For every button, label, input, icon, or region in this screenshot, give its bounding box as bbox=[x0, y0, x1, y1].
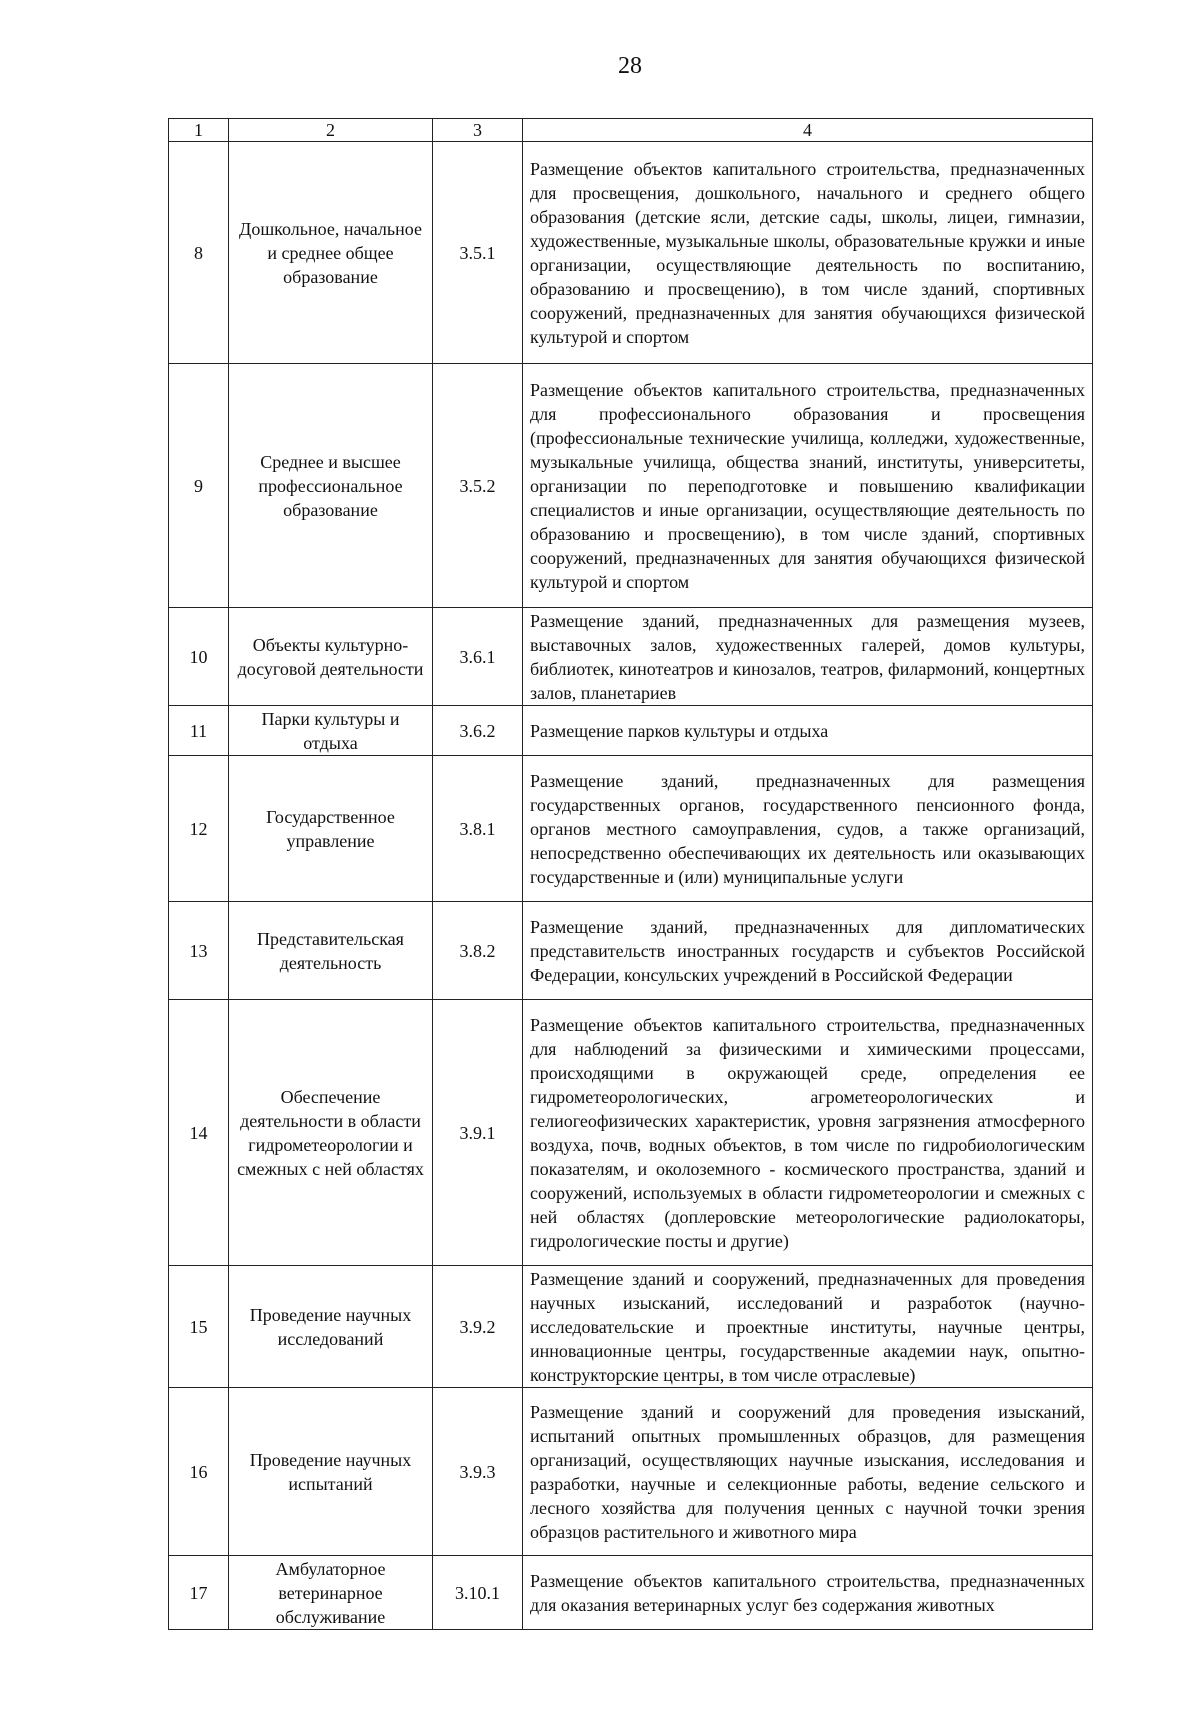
row-number: 15 bbox=[169, 1266, 229, 1388]
table-row bbox=[169, 902, 1093, 1000]
column-header: 2 bbox=[229, 119, 433, 142]
use-type-description: Размещение зданий и сооружений для проведения изысканий, испытаний опытных промышленных образцов, для размещения организаций, осуществляющих научные изыскания, исследования и разработки, научные и селекционные работы, ведение сельского и лесного хозяйства для получения ценных с научной точки зрения образцов растительного и животного мира bbox=[523, 1388, 1093, 1556]
column-header: 3 bbox=[433, 119, 523, 142]
column-header: 4 bbox=[523, 119, 1093, 142]
row-number: 14 bbox=[169, 1000, 229, 1266]
use-type-code: 3.8.2 bbox=[433, 902, 523, 1000]
table-header-row bbox=[169, 119, 1093, 142]
use-type-code: 3.5.1 bbox=[433, 142, 523, 364]
use-type-name: Амбулаторное ветеринарное обслуживание bbox=[229, 1556, 433, 1630]
use-type-name: Государственное управление bbox=[229, 756, 433, 902]
row-number: 12 bbox=[169, 756, 229, 902]
use-type-name: Проведение научных исследований bbox=[229, 1266, 433, 1388]
row-number: 17 bbox=[169, 1556, 229, 1630]
table-row bbox=[169, 1556, 1093, 1630]
use-type-description: Размещение объектов капитального строительства, предназначенных для профессионального образования и просвещения (профессиональные технические училища, колледжи, художественные, музыкальные училища, общества знаний, институты, университеты, организации по переподготовке и повышению квалификации специалистов и иные организации, осуществляющие деятельность по образованию и просвещению), в том числе зданий, спортивных сооружений, предназначенных для занятия обучающихся физической культурой и спортом bbox=[523, 364, 1093, 608]
row-number: 9 bbox=[169, 364, 229, 608]
use-type-description: Размещение объектов капитального строительства, предназначенных для оказания ветеринарных услуг без содержания животных bbox=[523, 1556, 1093, 1630]
column-header: 1 bbox=[169, 119, 229, 142]
use-type-name: Парки культуры и отдыха bbox=[229, 706, 433, 756]
use-type-code: 3.5.2 bbox=[433, 364, 523, 608]
table-row bbox=[169, 706, 1093, 756]
land-use-table bbox=[168, 118, 1093, 1630]
use-type-name: Объекты культурно-досуговой деятельности bbox=[229, 608, 433, 706]
use-type-name: Дошкольное, начальное и среднее общее образование bbox=[229, 142, 433, 364]
table-row bbox=[169, 608, 1093, 706]
row-number: 16 bbox=[169, 1388, 229, 1556]
use-type-description: Размещение парков культуры и отдыха bbox=[523, 706, 1093, 756]
use-type-code: 3.10.1 bbox=[433, 1556, 523, 1630]
use-type-name: Среднее и высшее профессиональное образование bbox=[229, 364, 433, 608]
use-type-name: Представительская деятельность bbox=[229, 902, 433, 1000]
use-type-description: Размещение зданий, предназначенных для размещения государственных органов, государственного пенсионного фонда, органов местного самоуправления, судов, а также организаций, непосредственно обеспечивающих их деятельность или оказывающих государственные и (или) муниципальные услуги bbox=[523, 756, 1093, 902]
use-type-description: Размещение зданий, предназначенных для размещения музеев, выставочных залов, художественных галерей, домов культуры, библиотек, кинотеатров и кинозалов, театров, филармоний, концертных залов, планетариев bbox=[523, 608, 1093, 706]
use-type-description: Размещение объектов капитального строительства, предназначенных для просвещения, дошкольного, начального и среднего общего образования (детские ясли, детские сады, школы, лицеи, гимназии, художественные, музыкальные школы, образовательные кружки и иные организации, осуществляющие деятельность по воспитанию, образованию и просвещению), в том числе зданий, спортивных сооружений, предназначенных для занятия обучающихся физической культурой и спортом bbox=[523, 142, 1093, 364]
use-type-code: 3.6.1 bbox=[433, 608, 523, 706]
use-type-name: Обеспечение деятельности в области гидрометеорологии и смежных с ней областях bbox=[229, 1000, 433, 1266]
page-number: 28 bbox=[618, 53, 642, 79]
table-row bbox=[169, 756, 1093, 902]
row-number: 13 bbox=[169, 902, 229, 1000]
table-row bbox=[169, 1266, 1093, 1388]
table-row bbox=[169, 364, 1093, 608]
use-type-code: 3.9.3 bbox=[433, 1388, 523, 1556]
row-number: 11 bbox=[169, 706, 229, 756]
use-type-name: Проведение научных испытаний bbox=[229, 1388, 433, 1556]
use-type-description: Размещение зданий, предназначенных для дипломатических представительств иностранных государств и субъектов Российской Федерации, консульских учреждений в Российской Федерации bbox=[523, 902, 1093, 1000]
use-type-description: Размещение зданий и сооружений, предназначенных для проведения научных изысканий, исследований и разработок (научно-исследовательские и проектные институты, научные центры, инновационные центры, государственные академии наук, опытно-конструкторские центры, в том числе отраслевые) bbox=[523, 1266, 1093, 1388]
row-number: 10 bbox=[169, 608, 229, 706]
use-type-code: 3.8.1 bbox=[433, 756, 523, 902]
use-type-description: Размещение объектов капитального строительства, предназначенных для наблюдений за физическими и химическими процессами, происходящими в окружающей среде, определения ее гидрометеорологических, агрометеорологических и гелиогеофизических характеристик, уровня загрязнения атмосферного воздуха, почв, водных объектов, в том числе по гидробиологическим показателям, и околоземного - космического пространства, зданий и сооружений, используемых в области гидрометеорологии и смежных с ней областях (доплеровские метеорологические радиолокаторы, гидрологические посты и другие) bbox=[523, 1000, 1093, 1266]
use-type-code: 3.9.2 bbox=[433, 1266, 523, 1388]
use-type-code: 3.9.1 bbox=[433, 1000, 523, 1266]
table-row bbox=[169, 1388, 1093, 1556]
use-type-code: 3.6.2 bbox=[433, 706, 523, 756]
table-row bbox=[169, 142, 1093, 364]
table-row bbox=[169, 1000, 1093, 1266]
row-number: 8 bbox=[169, 142, 229, 364]
